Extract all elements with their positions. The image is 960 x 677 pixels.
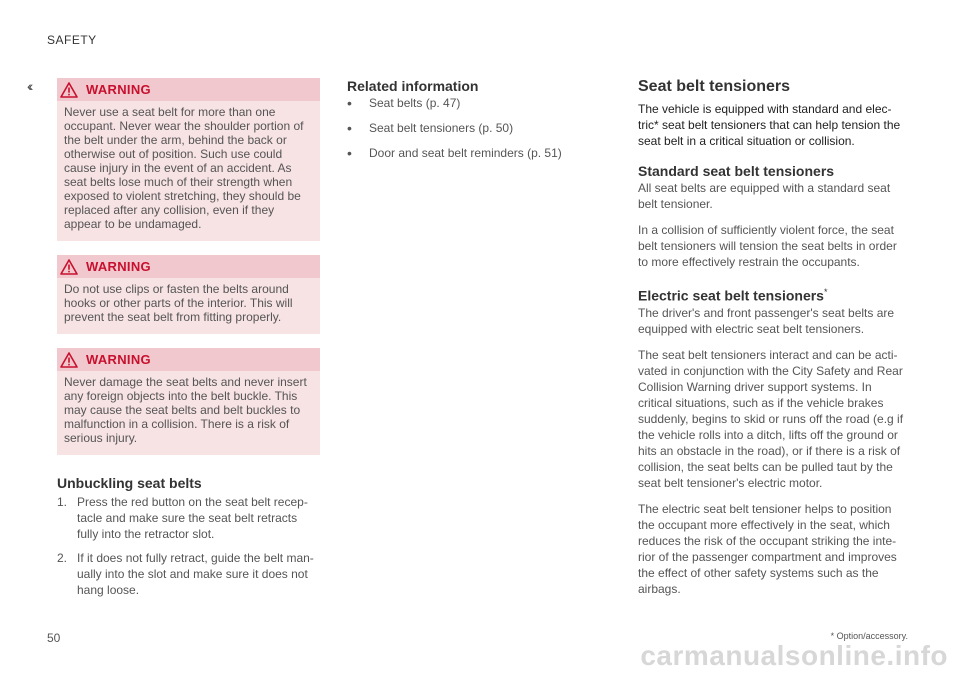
warning-header bbox=[57, 255, 320, 278]
warning-triangle-icon bbox=[60, 352, 78, 368]
electric-section bbox=[638, 284, 908, 597]
column-left bbox=[57, 78, 320, 606]
step-item bbox=[57, 550, 320, 598]
page-number: 50 bbox=[47, 631, 61, 645]
step-text: Press the red button on the seat belt receptacle and make sure the seat belt retracts fully into the retractor slot. bbox=[77, 495, 308, 541]
related-heading: Related information bbox=[347, 78, 479, 94]
warning-box bbox=[57, 78, 320, 241]
electric-paragraph: The driver's and front passenger's seat belts are equipped with electric seat belt tensioners. bbox=[638, 305, 895, 336]
warning-title: WARNING bbox=[86, 259, 151, 274]
watermark: carmanualsonline.info bbox=[640, 640, 948, 671]
step-number: 1. bbox=[57, 495, 68, 509]
related-link[interactable]: Seat belt tensioners (p. 50) bbox=[369, 121, 514, 135]
electric-heading-text: Electric seat belt tensioners bbox=[638, 287, 824, 304]
unbuckling-section bbox=[57, 475, 320, 598]
unbuckling-steps bbox=[57, 494, 320, 598]
standard-paragraph: All seat belts are equipped with a standard seat belt tensioner. bbox=[638, 181, 891, 211]
bullet: • bbox=[347, 145, 352, 161]
related-item[interactable] bbox=[347, 95, 597, 111]
bullet: • bbox=[347, 95, 352, 111]
related-item[interactable] bbox=[347, 145, 597, 161]
section-header: SAFETY bbox=[47, 33, 97, 47]
related-link[interactable]: Door and seat belt reminders (p. 51) bbox=[369, 146, 562, 160]
warning-title: WARNING bbox=[86, 352, 151, 367]
option-asterisk: * bbox=[823, 287, 828, 297]
warning-triangle-icon bbox=[60, 259, 78, 275]
related-item[interactable] bbox=[347, 120, 597, 136]
standard-section bbox=[638, 163, 908, 270]
unbuckling-heading: Unbuckling seat belts bbox=[57, 475, 202, 491]
footnote: * Option/accessory. bbox=[830, 631, 908, 641]
electric-paragraph: The seat belt tensioners interact and can be activated in conjunction with the City Safety and Rear Collision Warning driver support systems. In critical situations, such as if the vehicle brakes suddenly, begins to skid or runs off the road (e.g if the vehicle rolls into a ditch, lifts off the ground or hits an obstacle in the road), or if there is a risk of collision, the seat belts can be pulled taut by the seat belt tensioner's electric motor. bbox=[638, 347, 904, 490]
electric-paragraph: The electric seat belt tensioner helps to position the occupant more effectively in the seat, which reduces the risk of the occupant striking the interior of the passenger compartment and improves the effect of other safety systems such as the airbags. bbox=[638, 501, 897, 596]
step-text: If it does not fully retract, guide the belt manually into the slot and make sure it does not hang loose. bbox=[77, 551, 314, 597]
step-number: 2. bbox=[57, 551, 68, 565]
tensioners-heading: Seat belt tensioners bbox=[638, 78, 791, 95]
column-middle bbox=[347, 78, 597, 170]
warning-box bbox=[57, 348, 320, 455]
step-item bbox=[57, 494, 320, 542]
warning-header bbox=[57, 78, 320, 101]
bullet: • bbox=[347, 120, 352, 136]
warning-text: Never use a seat belt for more than one occupant. Never wear the shoulder portion of the belt under the arm, behind the back or otherwise out of position. Such use could cause injury in the event of an accident. As seat belts lose much of their strength when exposed to violent stretching, they should be replaced after any collision, even if they appear to be undamaged. bbox=[64, 105, 304, 231]
related-link[interactable]: Seat belts (p. 47) bbox=[369, 96, 461, 110]
standard-paragraph: In a collision of sufficiently violent force, the seat belt tensioners will tension the seat belts in order to more effectively restrain the occupants. bbox=[638, 223, 897, 269]
electric-heading bbox=[638, 284, 908, 305]
continued-marker: ‹‹ bbox=[27, 78, 31, 94]
warning-text: Do not use clips or fasten the belts around hooks or other parts of the interior. This will prevent the seat belt from fitting properly. bbox=[64, 282, 293, 324]
warning-header bbox=[57, 348, 320, 371]
tensioners-intro: The vehicle is equipped with standard and electric* seat belt tensioners that can help tension the seat belt in a critical situation or collision. bbox=[638, 102, 901, 148]
warning-title: WARNING bbox=[86, 82, 151, 97]
warning-box bbox=[57, 255, 320, 334]
warning-text: Never damage the seat belts and never insert any foreign objects into the belt buckle. This may cause the seat belts and belt buckles to malfunction in a collision. There is a risk of serious injury. bbox=[64, 375, 307, 445]
column-right bbox=[638, 78, 908, 607]
related-list bbox=[347, 95, 597, 161]
warning-triangle-icon bbox=[60, 82, 78, 98]
standard-heading: Standard seat belt tensioners bbox=[638, 163, 835, 179]
